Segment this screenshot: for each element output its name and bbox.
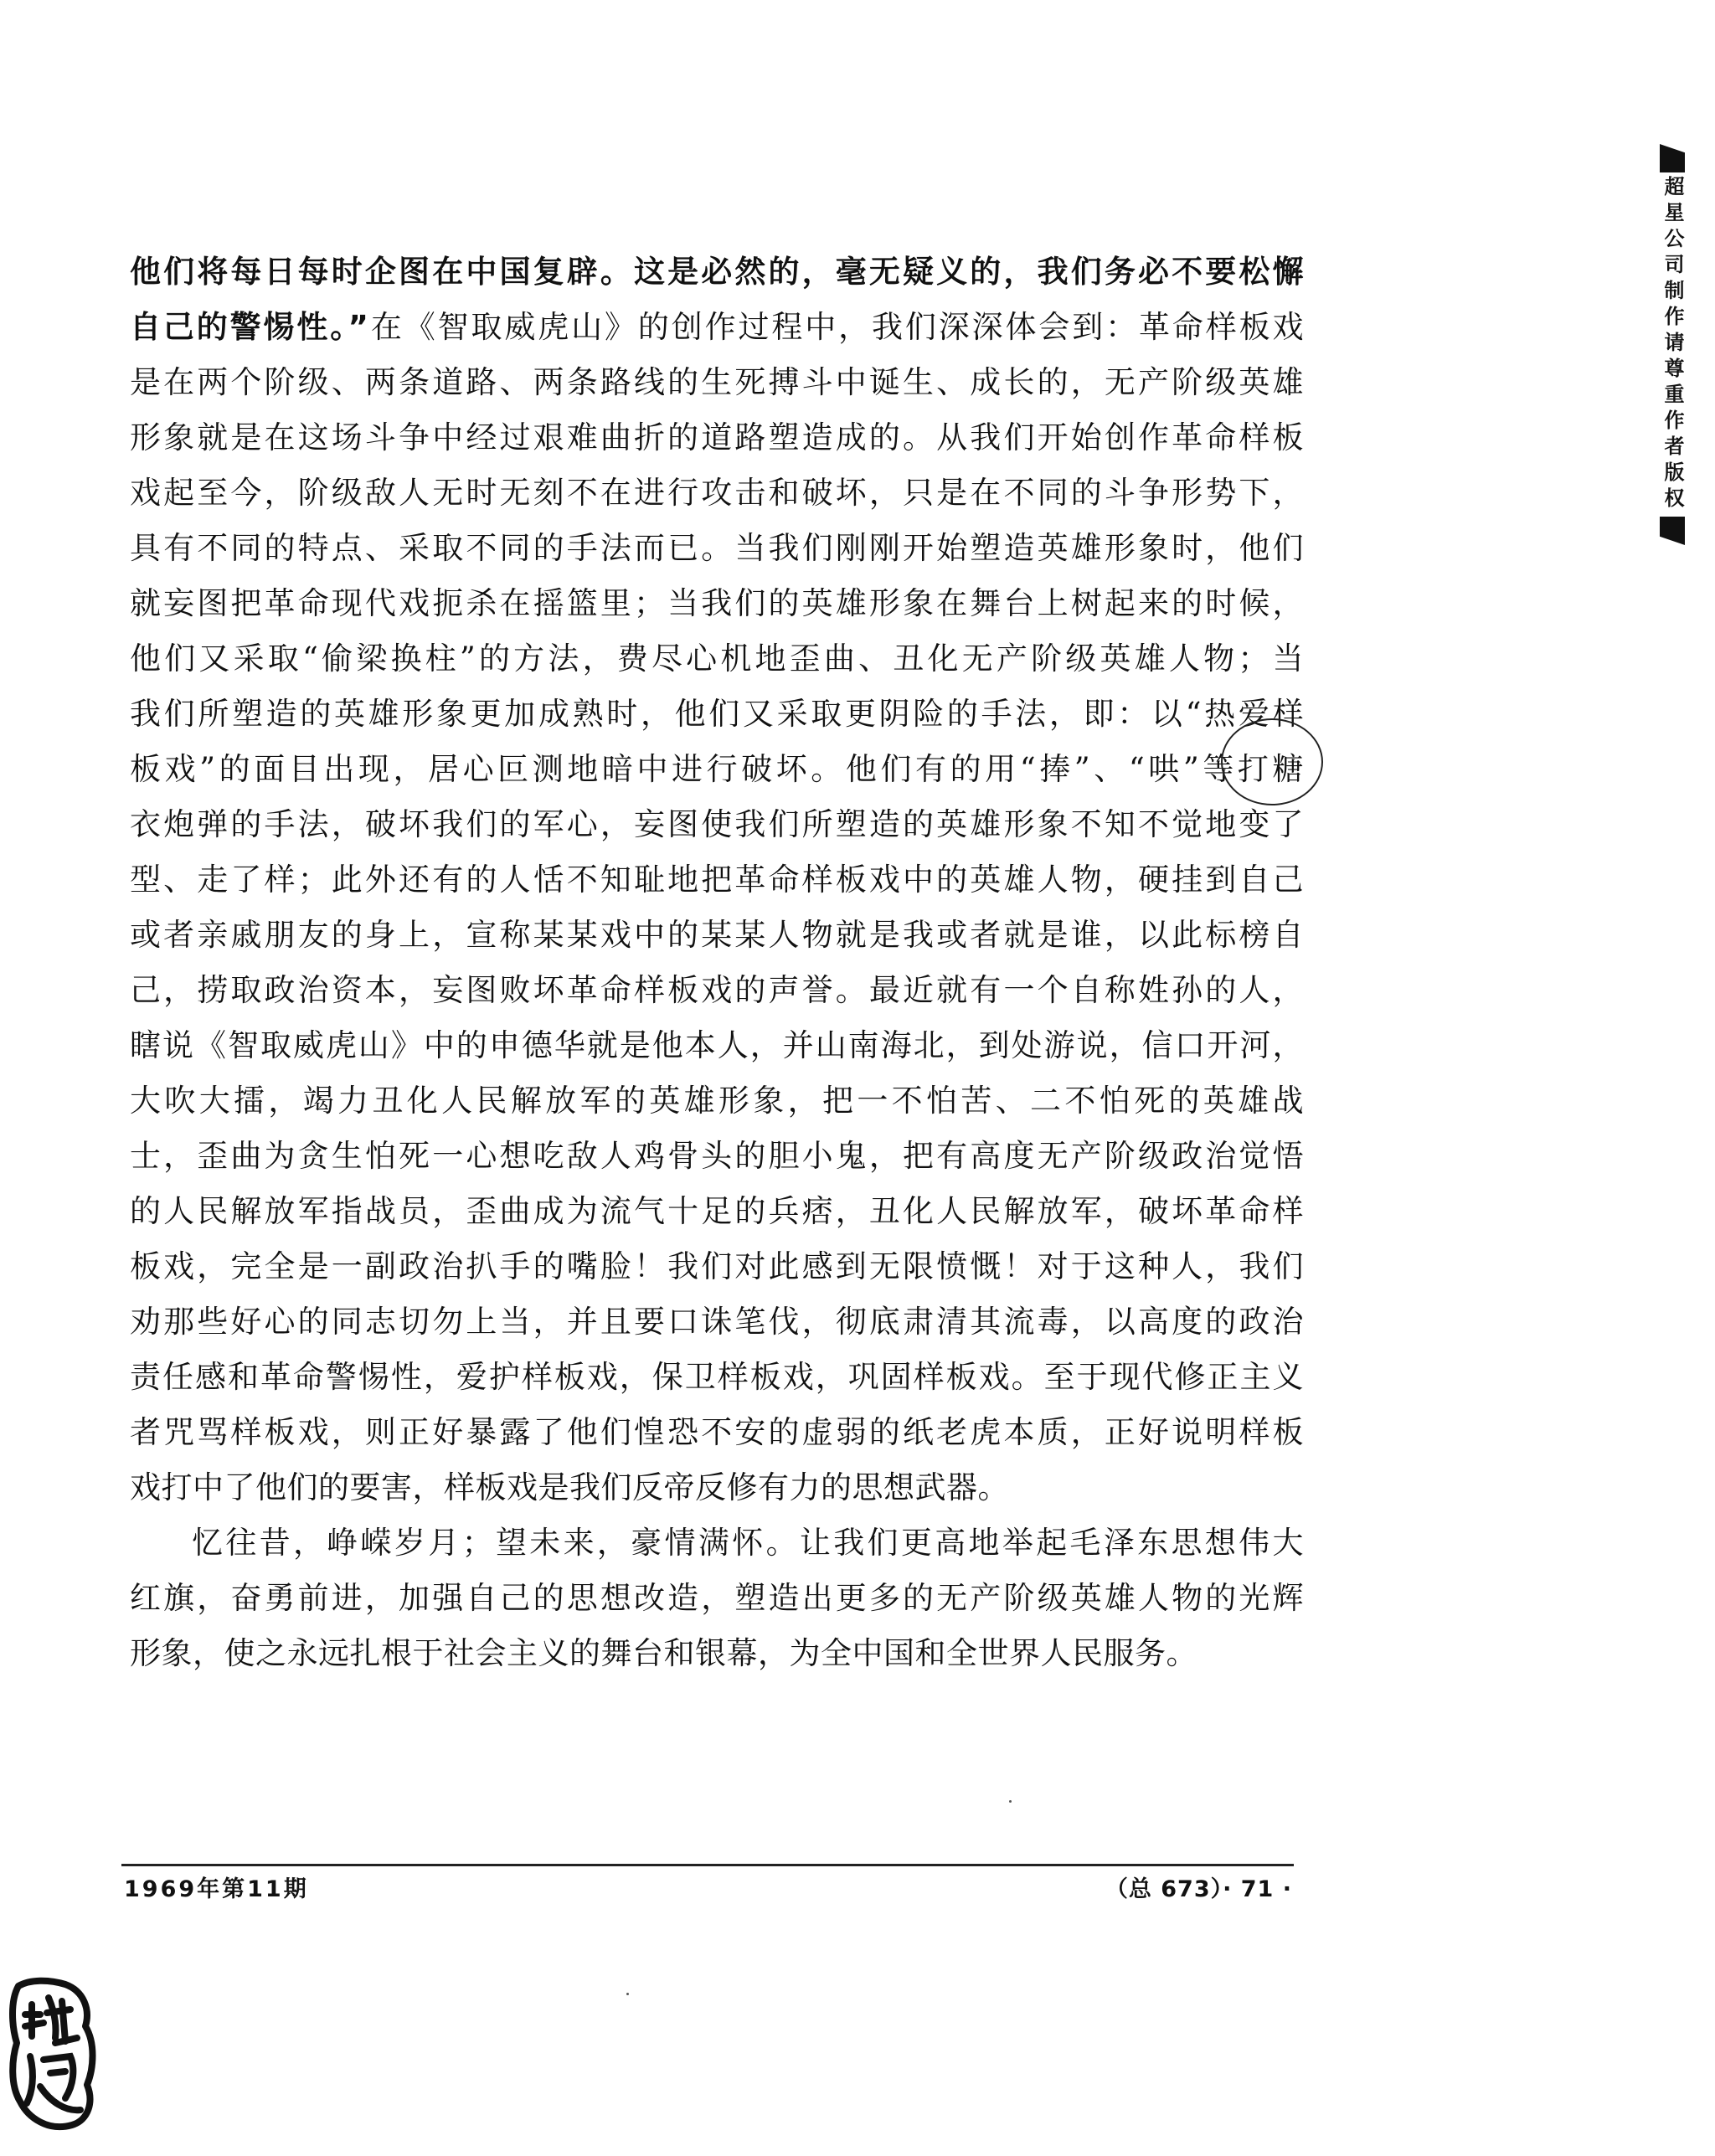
text-line bbox=[130, 1184, 1304, 1239]
text-line bbox=[130, 742, 1304, 797]
line-text: 是在两个阶级、两条道路、两条路线的生死搏斗中诞生、成长的，无产阶级英雄 bbox=[130, 364, 1304, 400]
line-text: 士，歪曲为贪生怕死一心想吃敌人鸡骨头的胆小鬼，把有高度无产阶级政治觉悟 bbox=[130, 1138, 1304, 1174]
line-text: 戏打中了他们的要害，样板戏是我们反帝反修有力的思想武器。 bbox=[130, 1469, 1009, 1505]
text-line bbox=[130, 410, 1304, 466]
line-text: 责任感和革命警惕性，爱护样板戏，保卫样板戏，巩固样板戏。至于现代修正主义 bbox=[130, 1359, 1304, 1395]
body-text bbox=[130, 244, 1304, 1681]
text-line bbox=[130, 1405, 1304, 1460]
line-text: 型、走了样；此外还有的人恬不知耻地把革命样板戏中的英雄人物，硬挂到自己 bbox=[130, 862, 1304, 898]
watermark-bar-top bbox=[1660, 144, 1685, 172]
line-text: 的人民解放军指战员，歪曲成为流气十足的兵痞，丑化人民解放军，破坏革命样 bbox=[130, 1193, 1304, 1229]
line-text: 劝那些好心的同志切勿上当，并且要口诛笔伐，彻底肃清其流毒，以高度的政治 bbox=[130, 1304, 1304, 1340]
text-line bbox=[130, 521, 1304, 576]
bold-text-span: 自己的警惕性。” bbox=[130, 309, 369, 345]
footer-page-number: （总 673）· 71 · bbox=[1105, 1876, 1292, 1902]
text-line bbox=[130, 1515, 1304, 1571]
line-text: 忆往昔，峥嵘岁月；望未来，豪情满怀。让我们更高地举起毛泽东思想伟大 bbox=[192, 1525, 1304, 1561]
text-line bbox=[130, 687, 1304, 742]
text-line bbox=[130, 631, 1304, 687]
text-line bbox=[130, 355, 1304, 410]
text-line bbox=[130, 1239, 1304, 1294]
line-text: 者咒骂样板戏，则正好暴露了他们惶恐不安的虚弱的纸老虎本质，正好说明样板 bbox=[130, 1414, 1304, 1450]
text-line bbox=[130, 1350, 1304, 1405]
line-text: 瞎说《智取威虎山》中的申德华就是他本人，并山南海北，到处游说，信口开河， bbox=[130, 1027, 1304, 1063]
text-line bbox=[130, 1294, 1304, 1350]
line-text: 板戏，完全是一副政治扒手的嘴脸！我们对此感到无限愤慨！对于这种人，我们 bbox=[130, 1248, 1304, 1284]
text-line bbox=[130, 244, 1304, 300]
text-line bbox=[130, 963, 1304, 1018]
footer-issue: 1969年第11期 bbox=[124, 1876, 309, 1902]
text-line bbox=[130, 1460, 1304, 1515]
text-line bbox=[130, 466, 1304, 521]
line-text: 形象就是在这场斗争中经过艰难曲折的道路塑造成的。从我们开始创作革命样板 bbox=[130, 419, 1304, 455]
line-text: 己，捞取政治资本，妄图败坏革命样板戏的声誉。最近就有一个自称姓孙的人， bbox=[130, 972, 1304, 1008]
line-text: 我们所塑造的英雄形象更加成熟时，他们又采取更阴险的手法，即：以“热爱样 bbox=[130, 696, 1304, 732]
text-line bbox=[130, 1073, 1304, 1129]
text-line bbox=[130, 852, 1304, 908]
line-text: 他们又采取“偷梁换柱”的方法，费尽心机地歪曲、丑化无产阶级英雄人物；当 bbox=[130, 641, 1304, 677]
footer-rule bbox=[121, 1864, 1294, 1866]
line-text: 或者亲戚朋友的身上，宣称某某戏中的某某人物就是我或者就是谁，以此标榜自 bbox=[130, 917, 1304, 953]
line-text: 衣炮弹的手法，破坏我们的军心，妄图使我们所塑造的英雄形象不知不觉地变了 bbox=[130, 806, 1304, 842]
text-line bbox=[130, 1626, 1304, 1681]
line-text: 戏起至今，阶级敌人无时无刻不在进行攻击和破坏，只是在不同的斗争形势下， bbox=[130, 475, 1304, 511]
text-line bbox=[130, 300, 1304, 355]
line-text: 就妄图把革命现代戏扼杀在摇篮里；当我们的英雄形象在舞台上树起来的时候， bbox=[130, 585, 1304, 621]
watermark-bar-bottom bbox=[1660, 517, 1685, 545]
seal-stamp bbox=[7, 1976, 99, 2143]
watermark-text: 超星公司制作请尊重作者版权 bbox=[1661, 176, 1684, 513]
line-text: 在《智取威虎山》的创作过程中，我们深深体会到：革命样板戏 bbox=[368, 309, 1304, 345]
line-text: 红旗，奋勇前进，加强自己的思想改造，塑造出更多的无产阶级英雄人物的光辉 bbox=[130, 1580, 1304, 1616]
scan-speck bbox=[626, 1993, 629, 1995]
text-line bbox=[130, 797, 1304, 852]
line-text: 大吹大擂，竭力丑化人民解放军的英雄形象，把一不怕苦、二不怕死的英雄战 bbox=[130, 1083, 1304, 1119]
text-line bbox=[130, 1571, 1304, 1626]
text-line bbox=[130, 1129, 1304, 1184]
text-line bbox=[130, 576, 1304, 631]
line-text: 具有不同的特点、采取不同的手法而已。当我们刚刚开始塑造英雄形象时，他们 bbox=[130, 530, 1304, 566]
handwritten-circle-annotation bbox=[1221, 718, 1323, 805]
scan-speck bbox=[1009, 1800, 1012, 1803]
line-text: 形象，使之永远扎根于社会主义的舞台和银幕，为全中国和全世界人民服务。 bbox=[130, 1635, 1197, 1671]
text-line bbox=[130, 1018, 1304, 1073]
line-text: 板戏”的面目出现，居心叵测地暗中进行破坏。他们有的用“捧”、“哄”等打糖 bbox=[130, 751, 1304, 787]
line-text: 他们将每日每时企图在中国复辟。这是必然的，毫无疑义的，我们务必不要松懈 bbox=[130, 254, 1304, 290]
watermark-strip bbox=[1654, 144, 1691, 545]
text-line bbox=[130, 908, 1304, 963]
